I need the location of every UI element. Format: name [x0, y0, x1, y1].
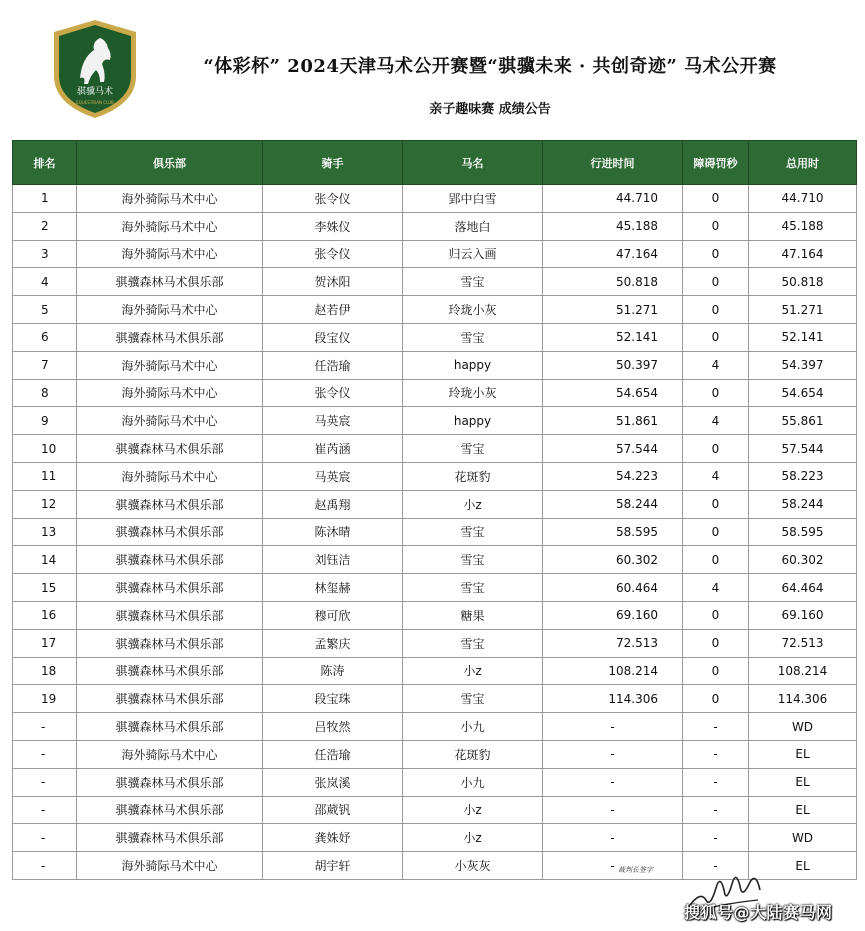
table-row	[13, 240, 857, 268]
rank-cell: 2	[13, 212, 77, 240]
rank-cell: 5	[13, 296, 77, 324]
penalty-cell: 4	[683, 462, 749, 490]
column-header-rank: 排名	[13, 141, 77, 185]
rider-cell: 邵葳钒	[263, 796, 403, 824]
logo-subtext: EQUESTRIAN CLUB	[76, 100, 114, 105]
horse-cell: 小z	[403, 824, 543, 852]
rider-cell: 贺沐阳	[263, 268, 403, 296]
horse-cell: happy	[403, 407, 543, 435]
horse-cell: happy	[403, 351, 543, 379]
horse-cell: 花斑豹	[403, 462, 543, 490]
total-cell: WD	[749, 713, 857, 741]
penalty-cell: 0	[683, 601, 749, 629]
rank-cell: -	[13, 796, 77, 824]
horse-cell: 糖果	[403, 601, 543, 629]
results-body	[13, 185, 857, 880]
horse-cell: 玲珑小灰	[403, 379, 543, 407]
club-cell: 骐骥森林马术俱乐部	[77, 629, 263, 657]
club-cell: 海外骑际马术中心	[77, 379, 263, 407]
rider-cell: 马英宸	[263, 407, 403, 435]
penalty-cell: -	[683, 768, 749, 796]
time-cell: 58.244	[543, 490, 683, 518]
rider-cell: 张令仪	[263, 379, 403, 407]
column-header-club: 俱乐部	[77, 141, 263, 185]
time-cell: -	[543, 824, 683, 852]
rank-cell: 10	[13, 435, 77, 463]
table-row	[13, 518, 857, 546]
time-cell: 50.818	[543, 268, 683, 296]
rider-cell: 陈沐晴	[263, 518, 403, 546]
penalty-cell: 4	[683, 407, 749, 435]
club-cell: 骐骥森林马术俱乐部	[77, 685, 263, 713]
club-cell: 骐骥森林马术俱乐部	[77, 435, 263, 463]
total-cell: 58.223	[749, 462, 857, 490]
table-row	[13, 212, 857, 240]
column-header-total: 总用时	[749, 141, 857, 185]
rank-cell: 13	[13, 518, 77, 546]
horse-cell: 玲珑小灰	[403, 296, 543, 324]
total-cell: 72.513	[749, 629, 857, 657]
total-cell: 69.160	[749, 601, 857, 629]
club-cell: 海外骑际马术中心	[77, 407, 263, 435]
rider-cell: 林玺赫	[263, 574, 403, 602]
horse-cell: 雪宝	[403, 629, 543, 657]
table-row	[13, 379, 857, 407]
penalty-cell: 0	[683, 546, 749, 574]
time-cell: 108.214	[543, 657, 683, 685]
rank-cell: 4	[13, 268, 77, 296]
table-row	[13, 490, 857, 518]
club-cell: 海外骑际马术中心	[77, 740, 263, 768]
rank-cell: 11	[13, 462, 77, 490]
penalty-cell: 0	[683, 212, 749, 240]
table-row	[13, 574, 857, 602]
rank-cell: 1	[13, 185, 77, 213]
horse-cell: 雪宝	[403, 323, 543, 351]
rank-cell: 14	[13, 546, 77, 574]
time-cell: 54.654	[543, 379, 683, 407]
rider-cell: 张岚溪	[263, 768, 403, 796]
club-cell: 骐骥森林马术俱乐部	[77, 796, 263, 824]
club-cell: 骐骥森林马术俱乐部	[77, 546, 263, 574]
horse-cell: 雪宝	[403, 574, 543, 602]
total-cell: 50.818	[749, 268, 857, 296]
total-cell: 55.861	[749, 407, 857, 435]
horse-cell: 小九	[403, 768, 543, 796]
total-cell: 58.244	[749, 490, 857, 518]
rider-cell: 任浩瑜	[263, 351, 403, 379]
total-cell: 44.710	[749, 185, 857, 213]
rank-cell: 18	[13, 657, 77, 685]
club-logo	[50, 18, 140, 120]
penalty-cell: 4	[683, 351, 749, 379]
penalty-cell: 0	[683, 657, 749, 685]
penalty-cell: 0	[683, 240, 749, 268]
rider-cell: 崔芮涵	[263, 435, 403, 463]
club-cell: 海外骑际马术中心	[77, 240, 263, 268]
watermark: 搜狐号@大陆赛马网	[684, 903, 833, 922]
club-cell: 海外骑际马术中心	[77, 852, 263, 880]
table-row	[13, 296, 857, 324]
horse-cell: 雪宝	[403, 546, 543, 574]
rank-cell: 7	[13, 351, 77, 379]
horse-cell: 雪宝	[403, 268, 543, 296]
penalty-cell: -	[683, 713, 749, 741]
penalty-cell: 0	[683, 323, 749, 351]
time-cell: -	[543, 740, 683, 768]
time-cell: 54.223	[543, 462, 683, 490]
total-cell: 52.141	[749, 323, 857, 351]
penalty-cell: 0	[683, 268, 749, 296]
table-row	[13, 435, 857, 463]
time-cell: 58.595	[543, 518, 683, 546]
time-cell: 60.302	[543, 546, 683, 574]
total-cell: 54.654	[749, 379, 857, 407]
time-cell: 52.141	[543, 323, 683, 351]
penalty-cell: -	[683, 824, 749, 852]
time-cell: 72.513	[543, 629, 683, 657]
rider-cell: 李姝仪	[263, 212, 403, 240]
table-header-row	[13, 141, 857, 185]
total-cell: 108.214	[749, 657, 857, 685]
rank-cell: 17	[13, 629, 77, 657]
club-cell: 骐骥森林马术俱乐部	[77, 518, 263, 546]
page-subtitle: 亲子趣味赛 成绩公告	[429, 102, 551, 117]
rider-cell: 马英宸	[263, 462, 403, 490]
horse-cell: 小z	[403, 796, 543, 824]
club-cell: 海外骑际马术中心	[77, 351, 263, 379]
horse-cell: 小灰灰	[403, 852, 543, 880]
time-cell: -	[543, 796, 683, 824]
total-cell: 64.464	[749, 574, 857, 602]
rider-cell: 赵若伊	[263, 296, 403, 324]
table-row	[13, 740, 857, 768]
total-cell: 114.306	[749, 685, 857, 713]
club-cell: 海外骑际马术中心	[77, 296, 263, 324]
horse-cell: 花斑豹	[403, 740, 543, 768]
column-header-time: 行进时间	[543, 141, 683, 185]
club-cell: 骐骥森林马术俱乐部	[77, 490, 263, 518]
total-cell: EL	[749, 768, 857, 796]
time-cell: 51.271	[543, 296, 683, 324]
rank-cell: 12	[13, 490, 77, 518]
rider-cell: 刘钰洁	[263, 546, 403, 574]
club-cell: 骐骥森林马术俱乐部	[77, 601, 263, 629]
total-cell: 54.397	[749, 351, 857, 379]
rank-cell: -	[13, 824, 77, 852]
table-row	[13, 824, 857, 852]
logo-text: 骐骥马术	[76, 87, 114, 97]
column-header-penalty: 障碍罚秒	[683, 141, 749, 185]
time-cell: -	[543, 713, 683, 741]
total-cell: 57.544	[749, 435, 857, 463]
horse-cell: 小九	[403, 713, 543, 741]
rider-cell: 穆可欣	[263, 601, 403, 629]
horse-cell: 雪宝	[403, 518, 543, 546]
table-row	[13, 629, 857, 657]
horse-cell: 郢中白雪	[403, 185, 543, 213]
rank-cell: -	[13, 852, 77, 880]
club-cell: 骐骥森林马术俱乐部	[77, 268, 263, 296]
table-row	[13, 462, 857, 490]
time-cell: 60.464	[543, 574, 683, 602]
rider-cell: 任浩瑜	[263, 740, 403, 768]
total-cell: WD	[749, 824, 857, 852]
rank-cell: -	[13, 713, 77, 741]
club-cell: 骐骥森林马术俱乐部	[77, 574, 263, 602]
club-cell: 海外骑际马术中心	[77, 185, 263, 213]
horse-cell: 雪宝	[403, 435, 543, 463]
rider-cell: 段宝仪	[263, 323, 403, 351]
rank-cell: 16	[13, 601, 77, 629]
penalty-cell: 4	[683, 574, 749, 602]
rider-cell: 陈涛	[263, 657, 403, 685]
rank-cell: -	[13, 740, 77, 768]
penalty-cell: -	[683, 796, 749, 824]
column-header-rider: 骑手	[263, 141, 403, 185]
time-cell: 114.306	[543, 685, 683, 713]
horse-cell: 小z	[403, 657, 543, 685]
time-cell: 57.544	[543, 435, 683, 463]
club-cell: 骐骥森林马术俱乐部	[77, 713, 263, 741]
total-cell: EL	[749, 796, 857, 824]
rider-cell: 张令仪	[263, 240, 403, 268]
rank-cell: -	[13, 768, 77, 796]
penalty-cell: 0	[683, 185, 749, 213]
club-cell: 骐骥森林马术俱乐部	[77, 323, 263, 351]
club-cell: 骐骥森林马术俱乐部	[77, 768, 263, 796]
horse-cell: 归云入画	[403, 240, 543, 268]
table-row	[13, 657, 857, 685]
total-cell: 58.595	[749, 518, 857, 546]
time-cell: 51.861	[543, 407, 683, 435]
total-cell: 60.302	[749, 546, 857, 574]
rider-cell: 龚姝妤	[263, 824, 403, 852]
penalty-cell: 0	[683, 685, 749, 713]
club-cell: 骐骥森林马术俱乐部	[77, 824, 263, 852]
rank-cell: 8	[13, 379, 77, 407]
total-cell: 47.164	[749, 240, 857, 268]
table-row	[13, 268, 857, 296]
table-row	[13, 601, 857, 629]
total-cell: EL	[749, 740, 857, 768]
time-cell: 50.397	[543, 351, 683, 379]
penalty-cell: -	[683, 852, 749, 880]
club-cell: 骐骥森林马术俱乐部	[77, 657, 263, 685]
penalty-cell: 0	[683, 379, 749, 407]
table-row	[13, 685, 857, 713]
horse-cell: 小z	[403, 490, 543, 518]
rank-cell: 3	[13, 240, 77, 268]
judge-signature-label: 裁判长签字	[618, 866, 653, 874]
rank-cell: 19	[13, 685, 77, 713]
rider-cell: 张令仪	[263, 185, 403, 213]
penalty-cell: 0	[683, 518, 749, 546]
rank-cell: 15	[13, 574, 77, 602]
table-row	[13, 351, 857, 379]
time-cell: -	[543, 768, 683, 796]
time-cell: 45.188	[543, 212, 683, 240]
time-cell: 47.164	[543, 240, 683, 268]
column-header-horse: 马名	[403, 141, 543, 185]
horse-cell: 雪宝	[403, 685, 543, 713]
penalty-cell: 0	[683, 296, 749, 324]
time-cell: -	[543, 852, 683, 880]
penalty-cell: 0	[683, 435, 749, 463]
penalty-cell: 0	[683, 490, 749, 518]
table-row	[13, 546, 857, 574]
penalty-cell: -	[683, 740, 749, 768]
rider-cell: 段宝珠	[263, 685, 403, 713]
table-row	[13, 323, 857, 351]
table-row	[13, 768, 857, 796]
time-cell: 44.710	[543, 185, 683, 213]
total-cell: 51.271	[749, 296, 857, 324]
table-row	[13, 713, 857, 741]
rider-cell: 胡宇轩	[263, 852, 403, 880]
rider-cell: 孟繁庆	[263, 629, 403, 657]
club-cell: 海外骑际马术中心	[77, 462, 263, 490]
penalty-cell: 0	[683, 629, 749, 657]
total-cell: 45.188	[749, 212, 857, 240]
page-title: “体彩杯” 2024天津马术公开赛暨“骐骥未来 · 共创奇迹” 马术公开赛	[203, 56, 777, 77]
total-cell: EL	[749, 852, 857, 880]
table-row	[13, 407, 857, 435]
results-table	[12, 140, 857, 880]
horse-cell: 落地白	[403, 212, 543, 240]
rank-cell: 6	[13, 323, 77, 351]
club-cell: 海外骑际马术中心	[77, 212, 263, 240]
rider-cell: 吕牧然	[263, 713, 403, 741]
time-cell: 69.160	[543, 601, 683, 629]
table-row	[13, 796, 857, 824]
rider-cell: 赵禹翔	[263, 490, 403, 518]
table-row	[13, 185, 857, 213]
rank-cell: 9	[13, 407, 77, 435]
